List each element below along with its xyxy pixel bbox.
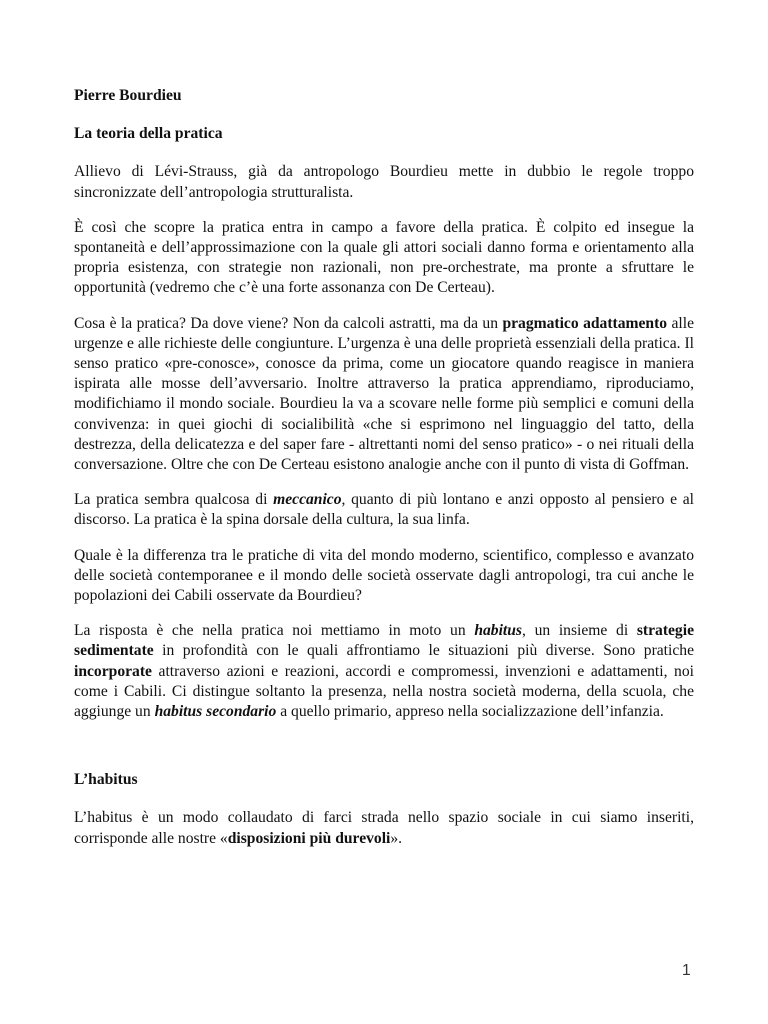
text-run: La pratica sembra qualcosa di xyxy=(74,491,274,509)
bold-term-disposizioni-piu-durevoli: disposizioni più durevoli xyxy=(227,829,391,847)
section-spacer xyxy=(74,737,694,770)
bold-italic-term-habitus-secondario: habitus secondario xyxy=(154,703,277,721)
paragraph-mechanical xyxy=(74,490,694,530)
paragraph-difference-question-text: Quale è la differenza tra le pratiche di vita del mondo moderno, scientifico, complesso e avanzato delle società contemporanee e il mondo delle società osservate dagli antropologi, tra cui anche le popolazioni dei Cabili osservate da Bourdieu? xyxy=(74,546,694,605)
text-run: Cosa è la pratica? Da dove viene? Non da calcoli astratti, ma da un xyxy=(74,314,503,332)
paragraph-habitus-definition xyxy=(74,808,694,848)
text-run: ». xyxy=(390,829,403,847)
bold-term-strategie-sedimentate: strategie sedimentate xyxy=(74,622,694,660)
text-run: , quanto di più lontano e anzi opposto al pensiero e al discorso. La pratica è la spina dorsale della cultura, la sua linfa. xyxy=(74,491,694,529)
paragraph-what-is-practice xyxy=(74,314,694,476)
paragraph-difference-question xyxy=(74,546,694,607)
paragraph-habitus-answer xyxy=(74,621,694,722)
author-heading: Pierre Bourdieu xyxy=(74,87,182,104)
bold-term-pragmatico-adattamento: pragmatico adattamento xyxy=(502,314,668,332)
text-run: a quello primario, appreso nella socializzazione dell’infanzia. xyxy=(276,703,664,721)
text-run: alle urgenze e alle richieste delle congiunture. L’urgenza è una delle proprietà essenziali della pratica. Il senso pratico «pre-conosce», conosce da prima, come un giocatore quando reagisce in maniera ispirata alle mosse dell’avversario. Inoltre attraverso la pratica apprendiamo, riproduciamo, modifichiamo il mondo sociale. Bourdieu la va a scovare nelle forme più semplici e comuni della convivenza: in quei giochi di socialibilità «che si esprimono nel linguaggio del tatto, della destrezza, della delicatezza e del saper fare - altrettanti nomi del senso pratico» - o nei rituali della conversazione. Oltre che con De Certeau esistono analogie anche con il punto di vista di Goffman. xyxy=(74,314,695,474)
paragraph-intro xyxy=(74,162,694,202)
bold-italic-term-meccanico: meccanico xyxy=(273,491,342,509)
text-run: in profondità con le quali affrontiamo le situazioni più diverse. Sono pratiche xyxy=(153,642,694,660)
page-number: 1 xyxy=(682,962,691,979)
subsection-title: L’habitus xyxy=(74,771,138,789)
paragraph-practice-discovery-text: È così che scopre la pratica entra in campo a favore della pratica. È colpito ed insegue la spontaneità e dell’approssimazione con la quale gli attori sociali danno forma e orientamento alla propria esistenza, con strategie non razionali, non pre-orchestrate, ma pronte a sfruttare le opportunità (vedremo che c’è una forte assonanza con De Certeau). xyxy=(74,218,694,297)
text-run: attraverso azioni e reazioni, accordi e compromessi, invenzioni e adattamenti, noi come i Cabili. Ci distingue soltanto la presenza, nella nostra società moderna, della scuola, che aggiunge un xyxy=(74,662,694,721)
bold-term-incorporate: incorporate xyxy=(74,662,152,680)
paragraph-practice-discovery xyxy=(74,218,694,299)
text-run: La risposta è che nella pratica noi mettiamo in moto un xyxy=(74,622,475,640)
document-page xyxy=(74,86,694,864)
paragraph-intro-text: Allievo di Lévi-Strauss, già da antropologo Bourdieu mette in dubbio le regole troppo sincronizzate dell’antropologia strutturalista. xyxy=(74,163,694,201)
text-run: L’habitus è un modo collaudato di farci strada nello spazio sociale in cui siamo inseriti, corrisponde alle nostre « xyxy=(74,809,694,847)
section-title: La teoria della pratica xyxy=(74,125,223,143)
text-run: , un insieme di xyxy=(522,622,637,640)
bold-italic-term-habitus: habitus xyxy=(474,622,522,640)
